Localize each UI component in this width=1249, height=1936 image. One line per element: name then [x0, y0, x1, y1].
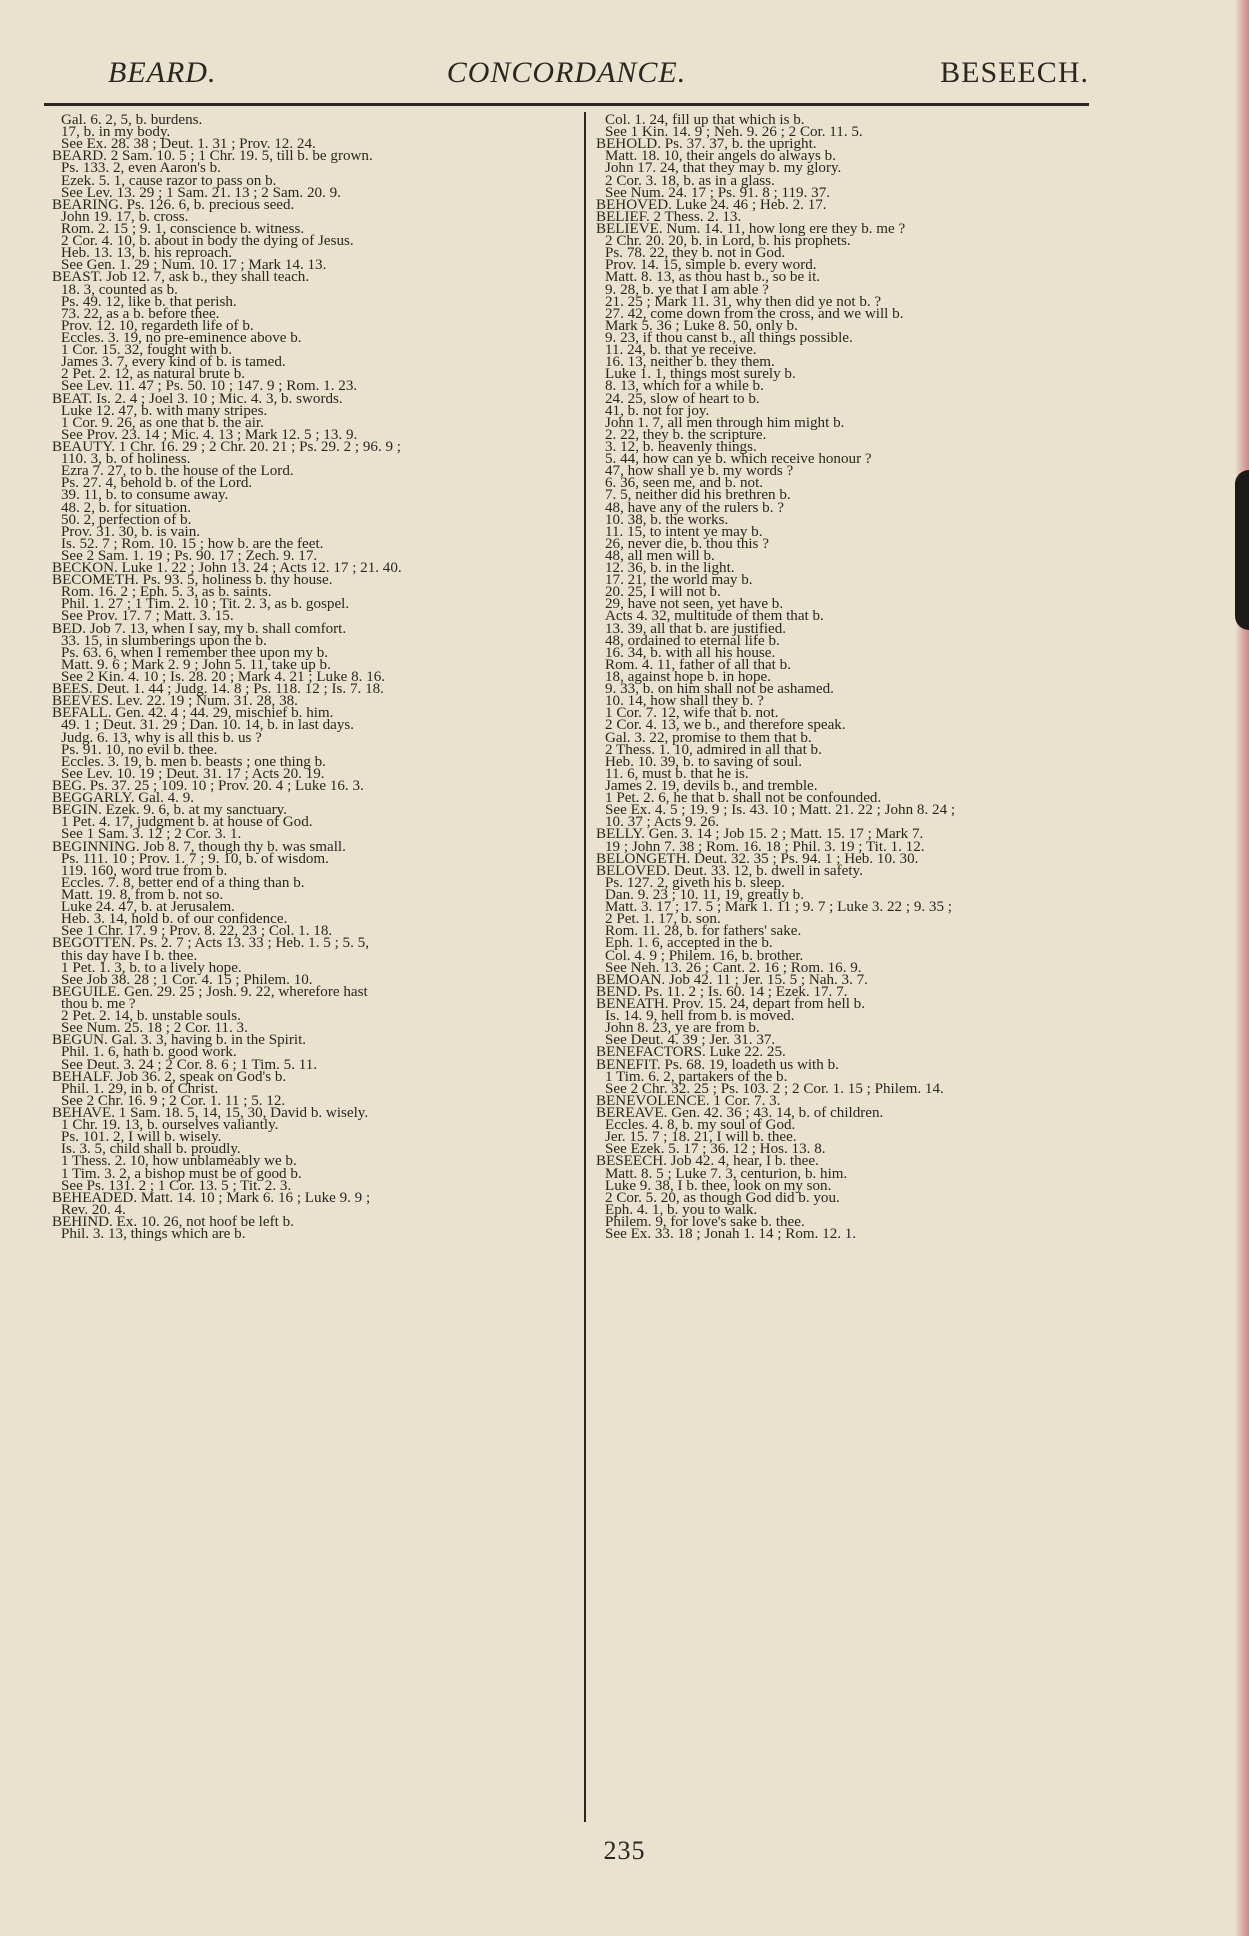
entry-reference-line: 48. 2, b. for situation. [61, 499, 191, 516]
entry-reference-line: 9. 28, b. ye that I am able ? [605, 281, 769, 298]
entry-headword-line: BENEFACTORS. Luke 22. 25. [596, 1044, 786, 1061]
entry-reference-line: Matt. 8. 5 ; Luke 7. 3, centurion, b. him. [605, 1165, 848, 1182]
entry-reference-line: Ps. 111. 10 ; Prov. 1. 7 ; 9. 10, b. of wisdom. [61, 850, 329, 867]
entry-reference-line: See Lev. 11. 47 ; Ps. 50. 10 ; 147. 9 ; Rom. 1. 23. [61, 378, 358, 395]
entry-reference-line: 48, ordained to eternal life b. [605, 632, 780, 649]
entry-reference-line: 11. 6, must b. that he is. [605, 765, 749, 782]
entry-reference-line: Matt. 9. 6 ; Mark 2. 9 ; John 5. 11, take up b. [61, 656, 331, 673]
entry-reference-line: 19 ; John 7. 38 ; Rom. 16. 18 ; Phil. 3. 19 ; Tit. 1. 12. [605, 838, 925, 855]
entry-reference-line: See 2 Kin. 4. 10 ; Is. 28. 20 ; Mark 4. 21 ; Luke 8. 16. [61, 669, 386, 686]
entry-reference-line: 9. 33, b. on him shall not be ashamed. [605, 681, 834, 698]
entry-reference-line: 1 Cor. 15. 32, fought with b. [61, 342, 233, 359]
entry-reference-line: Prov. 31. 30, b. is vain. [61, 523, 201, 540]
entry-headword-line: BEAUTY. 1 Chr. 16. 29 ; 2 Chr. 20. 21 ; Ps. 29. 2 ; 96. 9 ; [52, 438, 402, 455]
entry-reference-line: Heb. 3. 14, hold b. of our confidence. [61, 911, 288, 928]
header-rule [44, 103, 1089, 106]
entry-headword-line: BEARD. 2 Sam. 10. 5 ; 1 Chr. 19. 5, till b. be grown. [52, 148, 373, 165]
entry-reference-line: 1 Cor. 9. 26, as one that b. the air. [61, 414, 264, 431]
entry-reference-line: Eccles. 7. 8, better end of a thing than b. [61, 874, 305, 891]
entry-reference-line: Mark 5. 36 ; Luke 8. 50, only b. [605, 317, 798, 334]
entry-headword-line: BEHEADED. Matt. 14. 10 ; Mark 6. 16 ; Luke 9. 9 ; [52, 1189, 371, 1206]
entry-reference-line: 3. 12, b. heavenly things. [605, 438, 757, 455]
entry-reference-line: 26, never die, b. thou this ? [605, 535, 769, 552]
entry-reference-line: 2 Pet. 1. 17, b. son. [605, 911, 721, 928]
entry-reference-line: 2 Cor. 5. 20, as though God did b. you. [605, 1189, 840, 1206]
entry-reference-line: 1 Pet. 1. 3, b. to a lively hope. [61, 959, 242, 976]
entry-headword-line: BECOMETH. Ps. 93. 5, holiness b. thy house. [52, 572, 333, 589]
entry-headword-line: BEHOVED. Luke 24. 46 ; Heb. 2. 17. [596, 196, 827, 213]
entry-reference-line: See Prov. 17. 7 ; Matt. 3. 15. [61, 608, 234, 625]
entry-reference-line: 110. 3, b. of holiness. [61, 451, 191, 468]
entry-reference-line: See Ps. 131. 2 ; 1 Cor. 13. 5 ; Tit. 2. 3. [61, 1177, 292, 1194]
entry-headword-line: BEARING. Ps. 126. 6, b. precious seed. [52, 196, 295, 213]
entry-headword-line: BEGUILE. Gen. 29. 25 ; Josh. 9. 22, wherefore hast [52, 983, 368, 1000]
entry-reference-line: 17, b. in my body. [61, 124, 171, 141]
entry-reference-line: See Ex. 28. 38 ; Deut. 1. 31 ; Prov. 12. 24. [61, 136, 316, 153]
right-column [596, 112, 1116, 1243]
entry-headword-line: BENEATH. Prov. 15. 24, depart from hell b. [596, 995, 865, 1012]
entry-reference-line: Luke 9. 38, I b. thee, look on my son. [605, 1177, 832, 1194]
entry-reference-line: 48, have any of the rulers b. ? [605, 499, 784, 516]
entry-reference-line: See 1 Chr. 17. 9 ; Prov. 8. 22, 23 ; Col. 1. 18. [61, 923, 333, 940]
entry-reference-line: Dan. 9. 23 ; 10. 11, 19, greatly b. [605, 887, 804, 903]
entry-reference-line: Luke 1. 1, things most surely b. [605, 366, 796, 383]
entry-headword-line: BED. Job 7. 13, when I say, my b. shall comfort. [52, 620, 347, 637]
entry-reference-line: 1 Pet. 4. 17, judgment b. at house of God. [61, 814, 313, 831]
entry-reference-line: See Ex. 33. 18 ; Jonah 1. 14 ; Rom. 12. 1. [605, 1226, 857, 1243]
entry-reference-line: Luke 24. 47, b. at Jerusalem. [61, 899, 235, 916]
entry-reference-line: 39. 11, b. to consume away. [61, 487, 229, 504]
entry-reference-line: Rom. 16. 2 ; Eph. 5. 3, as b. saints. [61, 584, 272, 601]
entry-reference-line: See Ex. 4. 5 ; 19. 9 ; Is. 43. 10 ; Matt. 21. 22 ; John 8. 24 ; [605, 802, 956, 819]
entry-reference-line: Acts 4. 32, multitude of them that b. [605, 608, 824, 625]
entry-reference-line: 1 Chr. 19. 13, b. ourselves valiantly. [61, 1117, 279, 1134]
entry-reference-line: 16. 13, neither b. they them. [605, 354, 775, 371]
entry-reference-line: 49. 1 ; Deut. 31. 29 ; Dan. 10. 14, b. in last days. [61, 717, 355, 734]
entry-reference-line: Philem. 9, for love's sake b. thee. [605, 1213, 805, 1230]
entry-reference-line: Rom. 2. 15 ; 9. 1, conscience b. witness. [61, 220, 305, 237]
running-header [44, 56, 1089, 102]
page-number: 235 [603, 1836, 646, 1865]
entry-reference-line: See Deut. 3. 24 ; 2 Cor. 8. 6 ; 1 Tim. 5. 11. [61, 1056, 318, 1073]
entry-reference-line: 9. 23, if thou canst b., all things possible. [605, 329, 853, 346]
entry-reference-line: 50. 2, perfection of b. [61, 511, 192, 528]
entry-reference-line: See 2 Chr. 32. 25 ; Ps. 103. 2 ; 2 Cor. 1. 15 ; Philem. 14. [605, 1080, 944, 1097]
entry-reference-line: Heb. 10. 39, b. to saving of soul. [605, 753, 803, 770]
entry-headword-line: BEGOTTEN. Ps. 2. 7 ; Acts 13. 33 ; Heb. 1. 5 ; 5. 5, [52, 935, 369, 952]
entry-reference-line: 2 Cor. 4. 10, b. about in body the dying of Jesus. [61, 233, 354, 250]
entry-reference-line: 1 Cor. 7. 12, wife that b. not. [605, 705, 779, 722]
entry-headword-line: BEFALL. Gen. 42. 4 ; 44. 29, mischief b. him. [52, 705, 334, 722]
column-divider [584, 112, 586, 1822]
entry-headword-line: BEHALF. Job 36. 2, speak on God's b. [52, 1068, 287, 1085]
entry-reference-line: 73. 22, as a b. before thee. [61, 305, 220, 322]
entry-reference-line: See Lev. 13. 29 ; 1 Sam. 21. 13 ; 2 Sam. 20. 9. [61, 184, 341, 201]
entry-reference-line: John 17. 24, that they may b. my glory. [605, 160, 842, 177]
entry-reference-line: 48, all men will b. [605, 547, 715, 564]
entry-reference-line: See Job 38. 28 ; 1 Cor. 4. 15 ; Philem. 10. [61, 971, 313, 988]
entry-reference-line: this day have I b. thee. [61, 947, 198, 964]
entry-reference-line: See Gen. 1. 29 ; Num. 10. 17 ; Mark 14. 13. [61, 257, 327, 274]
entry-reference-line: thou b. me ? [61, 995, 136, 1012]
entry-reference-line: 20. 25, I will not b. [605, 584, 721, 601]
entry-reference-line: John 19. 17, b. cross. [61, 208, 189, 225]
entry-reference-line: Prov. 12. 10, regardeth life of b. [61, 317, 254, 334]
entry-headword-line: BEMOAN. Job 42. 11 ; Jer. 15. 5 ; Nah. 3. 7. [596, 971, 868, 988]
entry-reference-line: Matt. 8. 13, as thou hast b., so be it. [605, 269, 821, 286]
entry-headword-line: BENEFIT. Ps. 68. 19, loadeth us with b. [596, 1056, 839, 1073]
entry-reference-line: Ps. 78. 22, they b. not in God. [605, 245, 786, 262]
entry-reference-line: 33. 15, in slumberings upon the b. [61, 632, 267, 649]
entry-reference-line: Ps. 27. 4, behold b. of the Lord. [61, 475, 253, 492]
entry-reference-line: 2 Pet. 2. 14, b. unstable souls. [61, 1008, 241, 1025]
entry-reference-line: See Num. 24. 17 ; Ps. 91. 8 ; 119. 37. [605, 184, 831, 201]
entry-headword-line: BELIEF. 2 Thess. 2. 13. [596, 208, 742, 225]
entry-headword-line: BEAT. Is. 2. 4 ; Joel 3. 10 ; Mic. 4. 3, b. swords. [52, 390, 343, 407]
entry-headword-line: BEHIND. Ex. 10. 26, not hoof be left b. [52, 1213, 294, 1230]
thumb-index-tab [1235, 470, 1249, 630]
entry-reference-line: 6. 36, seen me, and b. not. [605, 475, 764, 492]
left-column [52, 112, 572, 1243]
entry-reference-line: 27. 42, come down from the cross, and we will b. [605, 305, 904, 322]
entry-reference-line: Rom. 4. 11, father of all that b. [605, 656, 791, 673]
entry-reference-line: Matt. 19. 8, from b. not so. [61, 887, 224, 903]
entry-headword-line: BEGGARLY. Gal. 4. 9. [52, 790, 195, 807]
entry-reference-line: 8. 13, which for a while b. [605, 378, 764, 395]
entry-headword-line: BEES. Deut. 1. 44 ; Judg. 14. 8 ; Ps. 118. 12 ; Is. 7. 18. [52, 681, 384, 698]
entry-reference-line: 47, how shall ye b. my words ? [605, 463, 794, 480]
entry-reference-line: 18, against hope b. in hope. [605, 669, 772, 686]
entry-reference-line: Eccles. 4. 8, b. my soul of God. [605, 1117, 796, 1134]
entry-reference-line: 16. 34, b. with all his house. [605, 644, 776, 661]
entry-headword-line: BEHAVE. 1 Sam. 18. 5, 14, 15, 30, David b. wisely. [52, 1104, 369, 1121]
entry-reference-line: Is. 52. 7 ; Rom. 10. 15 ; how b. are the feet. [61, 535, 324, 552]
entry-reference-line: 10. 14, how shall they b. ? [605, 693, 764, 710]
entry-headword-line: BEHOLD. Ps. 37. 37, b. the upright. [596, 136, 817, 153]
entry-reference-line: 17. 21, the world may b. [605, 572, 753, 589]
entry-reference-line: Gal. 6. 2, 5, b. burdens. [61, 112, 203, 128]
entry-headword-line: BENEVOLENCE. 1 Cor. 7. 3. [596, 1092, 781, 1109]
entry-reference-line: Ps. 133. 2, even Aaron's b. [61, 160, 221, 177]
entry-reference-line: Heb. 13. 13, b. his reproach. [61, 245, 233, 262]
entry-reference-line: 24. 25, slow of heart to b. [605, 390, 760, 407]
entry-reference-line: Ps. 101. 2, I will b. wisely. [61, 1129, 222, 1146]
entry-reference-line: 2 Cor. 3. 18, b. as in a glass. [605, 172, 775, 189]
entry-reference-line: 21. 25 ; Mark 11. 31, why then did ye not b. ? [605, 293, 882, 310]
entry-reference-line: 119. 160, word true from b. [61, 862, 228, 879]
entry-reference-line: Col. 4. 9 ; Philem. 16, b. brother. [605, 947, 804, 964]
entry-reference-line: Rom. 11. 28, b. for fathers' sake. [605, 923, 802, 940]
entry-reference-line: See Ezek. 5. 17 ; 36. 12 ; Hos. 13. 8. [605, 1141, 826, 1158]
entry-reference-line: John 1. 7, all men through him might b. [605, 414, 845, 431]
entry-reference-line: 29, have not seen, yet have b. [605, 596, 784, 613]
header-first-word: BEARD. [108, 56, 217, 89]
entry-reference-line: Ezra 7. 27, to b. the house of the Lord. [61, 463, 294, 480]
entry-headword-line: BEND. Ps. 11. 2 ; Is. 60. 14 ; Ezek. 17. 7. [596, 983, 848, 1000]
entry-headword-line: BEREAVE. Gen. 42. 36 ; 43. 14, b. of children. [596, 1104, 884, 1121]
entry-headword-line: BEGIN. Ezek. 9. 6, b. at my sanctuary. [52, 802, 288, 819]
entry-reference-line: 13. 39, all that b. are justified. [605, 620, 787, 637]
entry-reference-line: Eph. 1. 6, accepted in the b. [605, 935, 773, 952]
entry-reference-line: 2 Cor. 4. 13, we b., and therefore speak. [605, 717, 846, 734]
entry-reference-line: Is. 3. 5, child shall b. proudly. [61, 1141, 241, 1158]
entry-reference-line: Jer. 15. 7 ; 18. 21, I will b. thee. [605, 1129, 797, 1146]
entry-reference-line: 2 Thess. 1. 10, admired in all that b. [605, 741, 822, 758]
entry-reference-line: 2 Chr. 20. 20, b. in Lord, b. his prophets. [605, 233, 851, 250]
entry-reference-line: Eccles. 3. 19, b. men b. beasts ; one thing b. [61, 753, 326, 770]
entry-reference-line: 18. 3, counted as b. [61, 281, 178, 298]
entry-reference-line: Phil. 1. 29, in b. of Christ. [61, 1080, 219, 1097]
entry-reference-line: 2 Pet. 2. 12, as natural brute b. [61, 366, 246, 383]
entry-reference-line: Gal. 3. 22, promise to them that b. [605, 729, 812, 746]
entry-reference-line: See 1 Sam. 3. 12 ; 2 Cor. 3. 1. [61, 826, 242, 843]
entry-headword-line: BELLY. Gen. 3. 14 ; Job 15. 2 ; Matt. 15. 17 ; Mark 7. [596, 826, 924, 843]
entry-reference-line: Luke 12. 47, b. with many stripes. [61, 402, 268, 419]
entry-reference-line: 12. 36, b. in the light. [605, 560, 735, 577]
entry-reference-line: John 8. 23, ye are from b. [605, 1020, 760, 1037]
header-title: CONCORDANCE. [446, 56, 687, 89]
entry-reference-line: Phil. 1. 6, hath b. good work. [61, 1044, 237, 1061]
entry-reference-line: See Prov. 23. 14 ; Mic. 4. 13 ; Mark 12. 5 ; 13. 9. [61, 426, 358, 443]
entry-headword-line: BEAST. Job 12. 7, ask b., they shall teach. [52, 269, 310, 286]
entry-reference-line: 10. 37 ; Acts 9. 26. [605, 814, 720, 831]
entry-headword-line: BEG. Ps. 37. 25 ; 109. 10 ; Prov. 20. 4 ; Luke 16. 3. [52, 778, 364, 795]
entry-reference-line: 2. 22, they b. the scripture. [605, 426, 767, 443]
entry-reference-line: Col. 1. 24, fill up that which is b. [605, 112, 805, 128]
entry-reference-line: Ps. 63. 6, when I remember thee upon my b. [61, 644, 329, 661]
entry-reference-line: See Deut. 4. 39 ; Jer. 31. 37. [605, 1032, 776, 1049]
entry-reference-line: 10. 38, b. the works. [605, 511, 729, 528]
entry-reference-line: 1 Tim. 6. 2, partakers of the b. [605, 1068, 788, 1085]
entry-reference-line: 11. 15, to intent ye may b. [605, 523, 763, 540]
entry-reference-line: See 2 Sam. 1. 19 ; Ps. 90. 17 ; Zech. 9. 17. [61, 547, 318, 564]
entry-headword-line: BEEVES. Lev. 22. 19 ; Num. 31. 28, 38. [52, 693, 298, 710]
header-last-word: BESEECH. [940, 56, 1089, 89]
entry-headword-line: BECKON. Luke 1. 22 ; John 13. 24 ; Acts 12. 17 ; 21. 40. [52, 560, 402, 577]
entry-reference-line: 1 Tim. 3. 2, a bishop must be of good b. [61, 1165, 302, 1182]
entry-reference-line: Is. 14. 9, hell from b. is moved. [605, 1008, 795, 1025]
entry-headword-line: BELOVED. Deut. 33. 12, b. dwell in safety. [596, 862, 863, 879]
entry-reference-line: Prov. 14. 15, simple b. every word. [605, 257, 817, 274]
entry-headword-line: BELIEVE. Num. 14. 11, how long ere they b. me ? [596, 220, 906, 237]
page-edge [1235, 0, 1249, 1936]
entry-reference-line: Ps. 127. 2, giveth his b. sleep. [605, 874, 785, 891]
entry-reference-line: See Neh. 13. 26 ; Cant. 2. 16 ; Rom. 16. 9. [605, 959, 862, 976]
entry-reference-line: 11. 24, b. that ye receive. [605, 342, 757, 359]
entry-reference-line: Phil. 1. 27 ; 1 Tim. 2. 10 ; Tit. 2. 3, as b. gospel. [61, 596, 350, 613]
entry-headword-line: BELONGETH. Deut. 32. 35 ; Ps. 94. 1 ; Heb. 10. 30. [596, 850, 919, 867]
entry-reference-line: Phil. 3. 13, things which are b. [61, 1226, 246, 1243]
entry-reference-line: 1 Pet. 2. 6, he that b. shall not be confounded. [605, 790, 882, 807]
entry-reference-line: Matt. 18. 10, their angels do always b. [605, 148, 836, 165]
entry-reference-line: See Num. 25. 18 ; 2 Cor. 11. 3. [61, 1020, 248, 1037]
entry-reference-line: Ps. 91. 10, no evil b. thee. [61, 741, 218, 758]
entry-reference-line: See 1 Kin. 14. 9 ; Neh. 9. 26 ; 2 Cor. 11. 5. [605, 124, 863, 141]
entry-headword-line: BEGUN. Gal. 3. 3, having b. in the Spirit. [52, 1032, 307, 1049]
entry-reference-line: Eccles. 3. 19, no pre-eminence above b. [61, 329, 302, 346]
entry-reference-line: James 3. 7, every kind of b. is tamed. [61, 354, 286, 371]
entry-reference-line: Matt. 3. 17 ; 17. 5 ; Mark 1. 11 ; 9. 7 ; Luke 3. 22 ; 9. 35 ; [605, 899, 952, 916]
entry-reference-line: Judg. 6. 13, why is all this b. us ? [61, 729, 262, 746]
entry-reference-line: See 2 Chr. 16. 9 ; 2 Cor. 1. 11 ; 5. 12. [61, 1092, 286, 1109]
entry-reference-line: 7. 5, neither did his brethren b. [605, 487, 791, 504]
entry-headword-line: BEGINNING. Job 8. 7, though thy b. was small. [52, 838, 346, 855]
entry-reference-line: Ezek. 5. 1, cause razor to pass on b. [61, 172, 277, 189]
entry-reference-line: 5. 44, how can ye b. which receive honour ? [605, 451, 872, 468]
entry-reference-line: James 2. 19, devils b., and tremble. [605, 778, 818, 795]
entry-reference-line: See Lev. 10. 19 ; Deut. 31. 17 ; Acts 20. 19. [61, 765, 325, 782]
entry-headword-line: BESEECH. Job 42. 4, hear, I b. thee. [596, 1153, 819, 1170]
entry-reference-line: 41, b. not for joy. [605, 402, 710, 419]
entry-reference-line: Ps. 49. 12, like b. that perish. [61, 293, 237, 310]
entry-reference-line: 1 Thess. 2. 10, how unblameably we b. [61, 1153, 297, 1170]
entry-reference-line: Rev. 20. 4. [61, 1201, 126, 1218]
entry-reference-line: Eph. 4. 1, b. you to walk. [605, 1201, 758, 1218]
